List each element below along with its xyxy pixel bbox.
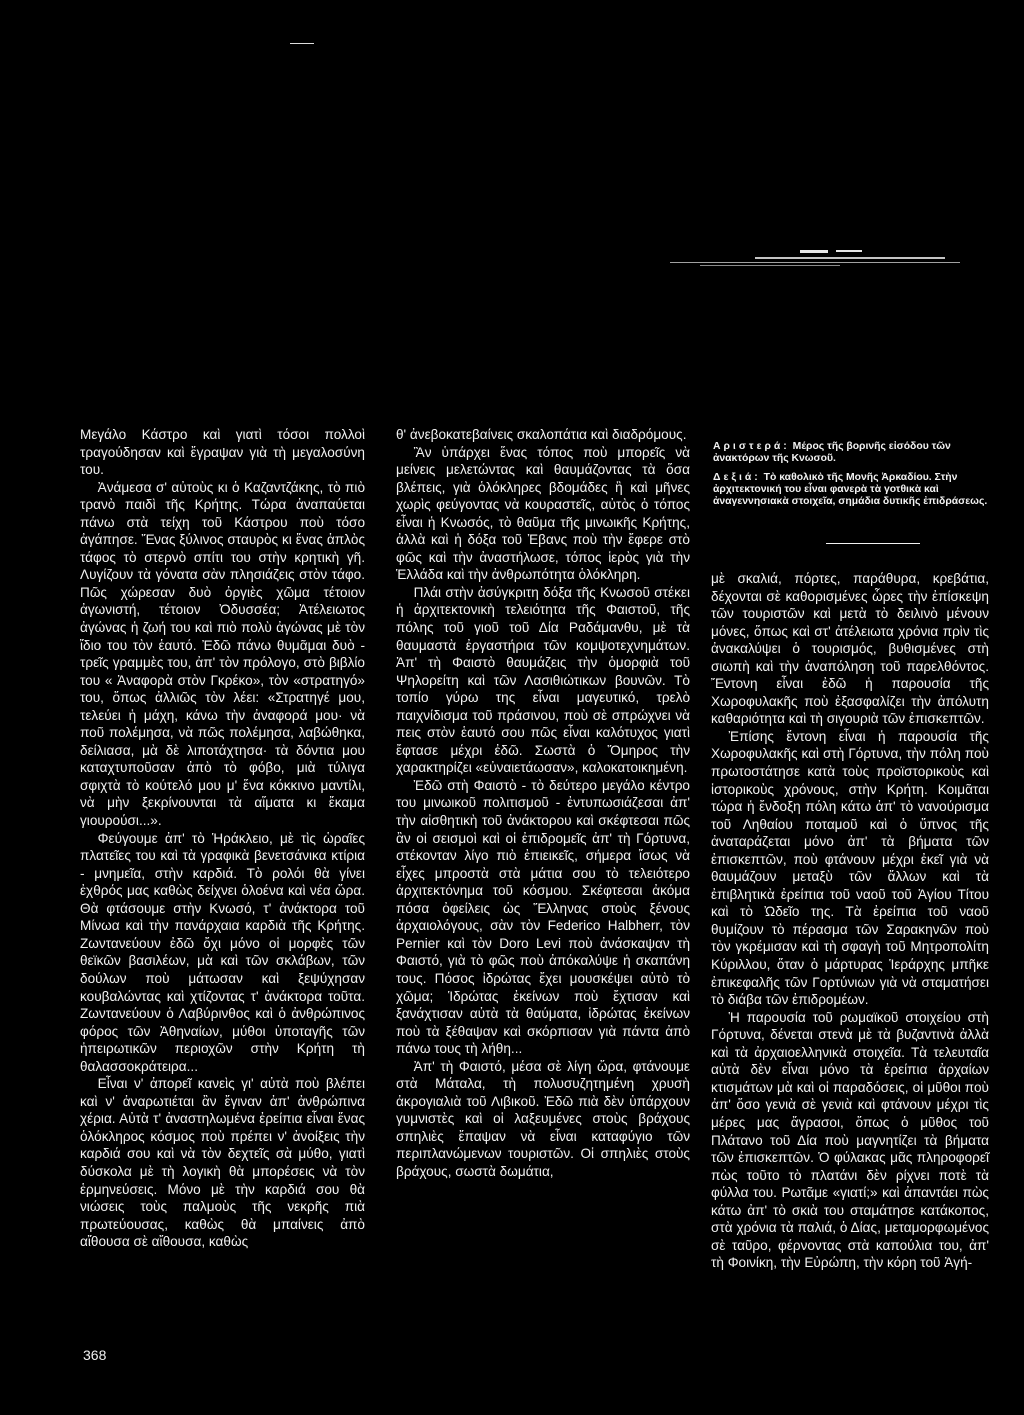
decorative-mark (800, 250, 828, 253)
decorative-mark (700, 265, 840, 266)
paragraph: θ' ἀνεβοκατεβαίνεις σκαλοπάτια καὶ διαδρόμους. (396, 427, 687, 442)
caption-left-label: Αριστερά: (713, 441, 790, 452)
top-rule (290, 43, 314, 44)
article-column-2 (396, 426, 690, 1181)
caption-right-text: Τὸ καθολικὸ τῆς Μονῆς Ἀρκαδίου. Στὴν ἀρχιτεκτονική του εἶναι φανερὰ τὰ γοτθικὰ καὶ ἀναγεννησιακὰ στοιχεῖα, σημάδια δυτικῆς ἐπιδράσεως. (713, 471, 988, 508)
caption-right (713, 472, 989, 509)
paragraph: Ἡ παρουσία τοῦ ρωμαϊκοῦ στοιχείου στὴ Γόρτυνα, δένεται στενὰ μὲ τὰ βυζαντινὰ ἀλλὰ καὶ τὰ ἀρχαιοελληνικὰ στοιχεῖα. Τὰ τελευταῖα αὐτὰ δὲν εἶναι μόνο τὰ ἐρείπια ἀρχαίων κτισμάτων μὰ καὶ οἱ παραδόσεις, οἱ μῦθοι ποὺ ἀπ' ὅσο γενιὰ σὲ γενιὰ καὶ φτάνουν μέχρι τὶς μέρες μας ἄγρασοι, ὅπως ὁ μῦθος τοῦ Πλάτανο τοῦ Δία ποὺ μαγνητίζει τὰ βήματα τῶν ἐπισκεπτῶν. Ὁ φύλακας μᾶς πληροφορεῖ πὼς τοῦτο τὸ πλατάνι δὲν ρίχνει ποτὲ τὰ φύλλα του. Ρωτᾶμε «γιατί;» καὶ ἀπαντάει πὼς κάτω ἀπ' τὸ σκιὰ του σταμάτησε κατάκοπος, στὰ χρόνια τὰ παλιά, ὁ Δίας, μεταμορφωμένος σὲ ταῦρο, φέρνοντας στὰ καπούλια του, ἀπ' τὴ Φοινίκη, τὴν Εὐρώπη, τὴν κόρη τοῦ Ἀγή- (711, 1009, 989, 1271)
paragraph: Μεγάλο Κάστρο καὶ γιατὶ τόσοι πολλοὶ τραγούδησαν καὶ ἔγραψαν γιὰ τὴ μεγαλοσύνη του. (80, 427, 365, 478)
paragraph: Ἀπ' τὴ Φαιστό, μέσα σὲ λίγη ὥρα, φτάνουμε στὰ Μάταλα, τὴ πολυσυζητημένη χρυσὴ ἀκρογιαλιὰ τοῦ Λιβικοῦ. Ἐδῶ πιὰ δὲν ὑπάρχουν γυμνιστὲς καὶ οἱ λαξευμένες στοὺς βράχους σπηλιὲς ἔπαψαν νὰ εἶναι καταφύγιο τῶν περιπλανώμενων τουριστῶν. Οἱ σπηλιὲς στοὺς βράχους, σωστὰ δωμάτια, (396, 1058, 690, 1179)
decorative-mark (755, 257, 945, 259)
caption-left (713, 441, 989, 466)
decorative-mark (836, 250, 862, 252)
article-column-1 (80, 426, 365, 1251)
caption-rule (826, 543, 920, 544)
decorative-mark (670, 262, 960, 263)
paragraph: Ἂν ὑπάρχει ἕνας τόπος ποὺ μπορεῖς νὰ μείνεις μελετώντας καὶ θαυμάζοντας τὰ ὅσα βλέπεις, γιὰ ὁλόκληρες βδομάδες ἢ καὶ μῆνες χωρὶς φεύγοντας νὰ κουραστεῖς, αὐτὸς ὁ τόπος εἶναι ἡ Κνωσός, τὸ θαῦμα τῆς μινωικῆς Κρήτης, ἀλλὰ καὶ ἡ δόξα τοῦ Ἐβανς ποὺ τὴν ἔφερε στὸ φῶς καὶ τὴν ἀναστήλωσε, τόπος ἱερὸς γιὰ τὴν Ἑλλάδα καὶ τὴν ἀνθρωπότητα ὁλόκληρη. (396, 444, 690, 583)
paragraph: Φεύγουμε ἀπ' τὸ Ἡράκλειο, μὲ τὶς ὡραῖες πλατεῖες του καὶ τὰ γραφικὰ βενετσάνικα κτίρια - μνημεῖα, στὴν καρδιά. Τὸ ρολόι θὰ γίνει ἐχθρός μας καθὼς δείχνει ὁλοένα καὶ νέα ὥρα. Θὰ φτάσουμε στὴν Κνωσό, τ' ἀνάκτορα τοῦ Μίνωα καὶ τὴν πανάρχαια καρδιὰ τῆς Κρήτης. Ζωντανεύουν ἐδῶ ὄχι μόνο οἱ μορφὲς τῶν θεϊκῶν βασιλέων, μὰ καὶ τῶν σκλάβων, τῶν δούλων ποὺ μάτωσαν καὶ ξεψύχησαν κουβαλώντας καὶ χτίζοντας τ' ἀνάκτορα τοῦτα. Ζωντανεύουν ὁ Λαβύρινθος καὶ ὁ ἀνθρώπινος φόρος τῶν Ἀθηναίων, μύθοι ὑποταγῆς τῶν ἠπειρωτικῶν περιοχῶν στὴν Κρήτη τὴ θαλασσοκράτειρα... (80, 830, 365, 1074)
paragraph: μὲ σκαλιά, πόρτες, παράθυρα, κρεβάτια, δέχονται σὲ καθορισμένες ὧρες τὴν ἐπίσκεψη τῶν τουριστῶν καὶ μετὰ τὸ δειλινὸ μένουν μόνες, ὅπως καὶ στ' ἀτέλειωτα χρόνια πρὶν τὶς ἀνακαλύψει ὁ τουρισμός, βυθισμένες στὴ σιωπὴ καὶ τὴν ἀναπόληση τοῦ παρελθόντος. Ἔντονη εἶναι ἐδῶ ἡ παρουσία τῆς Χωροφυλακῆς ποὺ ἐξασφαλίζει τὴν ἀπόλυτη καθαριότητα καὶ τὴ σιγουριὰ τῶν ἐπισκεπτῶν. (711, 571, 989, 727)
page-number: 368 (83, 1347, 107, 1363)
paragraph: Ἐπίσης ἔντονη εἶναι ἡ παρουσία τῆς Χωροφυλακῆς καὶ στὴ Γόρτυνα, τὴν πόλη ποὺ πρωτοστάτησε κατὰ τοὺς προϊστορικοὺς καὶ ἱστορικοὺς χρόνους, στὴν Κρήτη. Κοιμᾶται τώρα ἡ ἔνδοξη πόλη κάτω ἀπ' τὸ νανούρισμα τοῦ Ληθαίου ποταμοῦ καὶ ὁ ὕπνος τῆς ἀναταράζεται μόνο ἀπ' τὰ βήματα τῶν ἐπισκεπτῶν, ποὺ φτάνουν μέχρι ἐκεῖ γιὰ νὰ θαυμάζουν μεταξὺ τῶν ἄλλων καὶ τὰ ἐπιβλητικὰ ἐρείπια τοῦ ναοῦ τοῦ Ἁγίου Τίτου καὶ τὸ Ὠδεῖο της. Τὰ ἐρείπια τοῦ ναοῦ θυμίζουν τὸ πέρασμα τῶν Σαρακηνῶν ποὺ τὸν γκρέμισαν καὶ τὴ σφαγὴ τοῦ Μητροπολίτη Κύριλλου, ὅταν ὁ μάρτυρας Ἱεράρχης μπῆκε ἐπικεφαλῆς τῶν Γορτύνιων γιὰ νὰ σταματήσει τὸ διάβα τῶν ἐπιδρομέων. (711, 728, 989, 1008)
paragraph: Ἐδῶ στὴ Φαιστὸ - τὸ δεύτερο μεγάλο κέντρο του μινωικοῦ πολιτισμοῦ - ἐντυπωσιάζεσαι ἀπ' τὴν αἰσθητικὴ τοῦ ἀνάκτορου καὶ σκέφτεσαι πῶς ἂν οἱ σεισμοὶ καὶ οἱ ἐπιδρομεῖς ἀπ' τὴ Γόρτυνα, στέκονταν λίγο πιὸ ἐπιεικεῖς, σήμερα ἴσως νὰ εἶχες μπροστὰ στὰ μάτια σου τὸ τελειότερο ἀρχιτεκτόνημα τοῦ κόσμου. Σκέφτεσαι ἀκόμα πόσα ὀφείλεις ὡς Ἕλληνας στοὺς ξένους ἀρχαιολόγους, σὰν τὸν Federico Halbherr, τὸν Pernier καὶ τὸν Doro Levi ποὺ ἀνάσκαψαν τὴ Φαιστό, γιὰ τὸ φῶς ποὺ ἀπόκαλύψε ἡ σκαπάνη τους. Πόσος ἱδρώτας ἔχει μουσκέψει αὐτὸ τὸ χῶμα; Ἱδρώτας ἐκείνων ποὺ ἔχτισαν καὶ ξανάχτισαν αὐτὰ τὰ θαύματα, ἱδρώτας ἐκείνων ποὺ τὰ ξέθαψαν καὶ σκόρπισαν γιὰ πάντα ἀπὸ πάνω τους τὴ λήθη... (396, 777, 690, 1057)
paragraph: Πλάι στὴν ἀσύγκριτη δόξα τῆς Κνωσοῦ στέκει ἡ ἀρχιτεκτονικὴ τελειότητα τῆς Φαιστοῦ, τῆς πόλης τοῦ γιοῦ τοῦ Δία Ραδάμανθυ, μὲ τὰ θαυμαστὰ ἐργαστήρια τῶν κομψοτεχνημάτων. Ἀπ' τὴ Φαιστὸ θαυμάζεις τὴν ὁμορφιὰ τοῦ Ψηλορείτη καὶ τῶν Λασιθιώτικων βουνῶν. Τὸ τοπίο γύρω της εἶναι μαγευτικό, τρελὸ παιχνίδισμα τοῦ πράσινου, ποὺ σὲ σπρώχνει νὰ πεις στὸν ἑαυτό σου πῶς εἶναι καλότυχος γιατὶ ἔφτασε μέχρι ἐδῶ. Σωστὰ ὁ Ὅμηρος τὴν χαρακτηρίζει «εὐναιετάωσαν», καλοκατοικημένη. (396, 584, 690, 776)
article-column-3 (711, 570, 989, 1272)
paragraph: Ἀνάμεσα σ' αὐτοὺς κι ὁ Καζαντζάκης, τὸ πιὸ τρανὸ παιδὶ τῆς Κρήτης. Τώρα ἀναπαύεται πάνω στὰ τείχη τοῦ Κάστρου ποὺ τόσο ἀγάπησε. Ἕνας ξύλινος σταυρὸς κι ἕνας ἁπλὸς τάφος τὸ στερνὸ σπίτι του στὴν κρητικὴ γῆ. Λυγίζουν τὰ γόνατα σὰν πλησιάζεις στὸν τάφο. Πῶς χώρεσαν δυὸ ὀργιὲς χῶμα τέτοιον ἀγωνιστή, τέτοιον Ὀδυσσέα; Ἀτέλειωτος ἀγώνας ἡ ζωή του καὶ πιὸ πολὺ ἀγώνας μὲ τὸν ἴδιο του τὸν ἑαυτό. Ἐδῶ πάνω θυμᾶμαι δυὸ - τρεῖς γραμμὲς του, ἀπ' τὸν πρόλογο, στὸ βιβλίο του « Ἀναφορὰ στὸν Γκρέκο», τὸν «στρατηγό» του, ὅπως ἀλλιῶς τὸν λέει: «Στρατηγέ μου, τελεύει ἡ μάχη, κάνω τὴν ἀναφορά μου· νὰ ποῦ πολέμησα, νὰ πῶς πολέμησα, λαβώθηκα, δείλιασα, μὰ δὲ λιποτάχτησα· τὰ δόντια μου καταχτυποῦσαν ἀπὸ τὸ φόβο, μιὰ τύλιγα σφιχτὰ τὸ κούτελό μου μ' ἕνα κόκκινο μαντίλι, νὰ μὴν ξεκρίνουνται τὰ αἵματα κι ἔκαμα γιουρούσι...». (80, 479, 365, 829)
caption-right-label: Δεξιά: (713, 471, 761, 483)
paragraph: Εἶναι ν' ἀπορεῖ κανεὶς γι' αὐτὰ ποὺ βλέπει καὶ ν' ἀναρωτιέται ἂν ἔγιναν ἀπ' ἀνθρώπινα χέρια. Αὐτὰ τ' ἀναστηλωμένα ἐρείπια εἶναι ἕνας ὁλόκληρος κόσμος ποὺ πρέπει ν' ἀνοίξεις τὴν καρδιά σου καὶ νὰ τὸν δεχτεῖς σὰ μύθο, γιατὶ δύσκολα μὲ τὴ λογικὴ θὰ μπορέσεις νὰ τὸν ἑρμηνεύσεις. Μόνο μὲ τὴν καρδιά σου θὰ νιώσεις τοὺς παλμοὺς τῆς νεκρῆς πιὰ πρωτεύουσας, καθὼς θὰ μπαίνεις ἀπὸ αἴθουσα σὲ αἴθουσα, καθὼς (80, 1076, 365, 1250)
caption-left-text: Μέρος τῆς βορινῆς εἰσόδου τῶν ἀνακτόρων τῆς Κνωσοῦ. (713, 441, 951, 465)
photo-captions (713, 441, 989, 514)
